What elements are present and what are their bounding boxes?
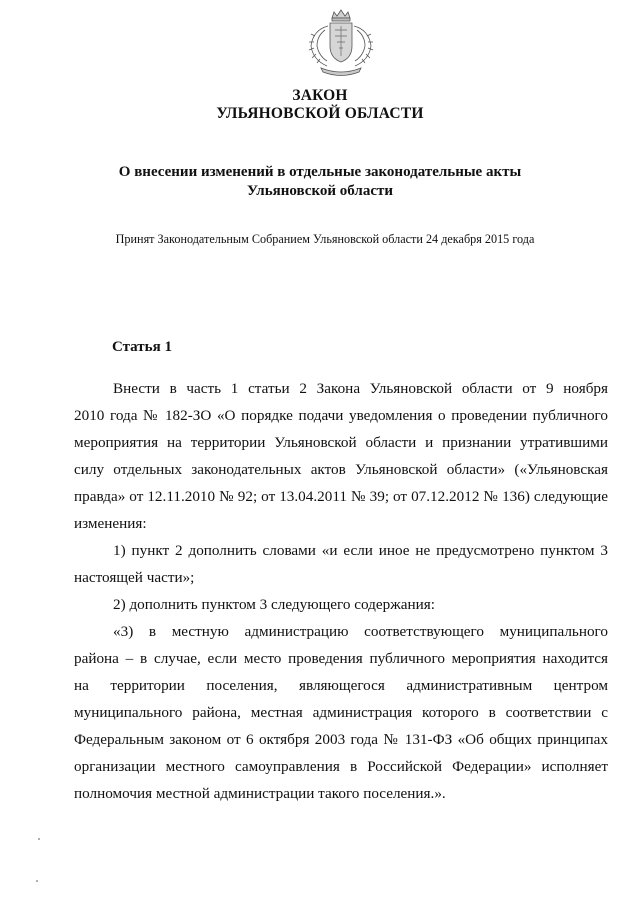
coat-of-arms-icon: [301, 8, 381, 80]
article-text-line: 1) пункт 2 дополнить словами «и если иное не предусмотрено пунктом 3: [113, 542, 608, 559]
law-subject-line-2: Ульяновской области: [246, 183, 394, 199]
law-title: ЗАКОН: [292, 87, 348, 104]
law-region: УЛЬЯНОВСКОЙ ОБЛАСТИ: [216, 105, 424, 122]
article-text-line: района – в случае, если место проведения публичного мероприятия находится: [74, 650, 608, 667]
article-text-line: Внести в часть 1 статьи 2 Закона Ульяновской области от 9 ноября: [113, 380, 608, 397]
article-text-line: «3) в местную администрацию соответствующего муниципального: [113, 623, 608, 640]
article-text-line: организации местного самоуправления в Российской Федерации» исполняет: [74, 758, 608, 775]
article-text-line: силу отдельных законодательных актов Ульяновской области» («Ульяновская: [74, 461, 608, 478]
article-text-line: 2010 года № 182-ЗО «О порядке подачи уведомления о проведении публичного: [74, 407, 608, 424]
article-text-line: муниципального района, местная администрация которого в соответствии с: [74, 704, 608, 721]
article-text-line: правда» от 12.11.2010 № 92; от 13.04.2011 № 39; от 07.12.2012 № 136) следующие: [74, 488, 608, 505]
adoption-note: Принят Законодательным Собранием Ульяновской области 24 декабря 2015 года: [115, 232, 535, 246]
article-text-line: Федеральным законом от 6 октября 2003 года № 131-ФЗ «Об общих принципах: [74, 731, 608, 748]
article-text-line: мероприятия на территории Ульяновской области и признании утратившими: [74, 434, 608, 451]
article-text-line: изменения:: [74, 515, 147, 532]
article-text-line: полномочия местной администрации такого поселения.».: [74, 785, 446, 802]
law-subject-line-1: О внесении изменений в отдельные законодательные акты: [118, 164, 522, 180]
article-text-line: 2) дополнить пунктом 3 следующего содержания:: [113, 596, 435, 613]
article-heading: Статья 1: [112, 339, 172, 355]
article-text-line: на территории поселения, являющегося административным центром: [74, 677, 608, 694]
article-text-line: настоящей части»;: [74, 569, 195, 586]
